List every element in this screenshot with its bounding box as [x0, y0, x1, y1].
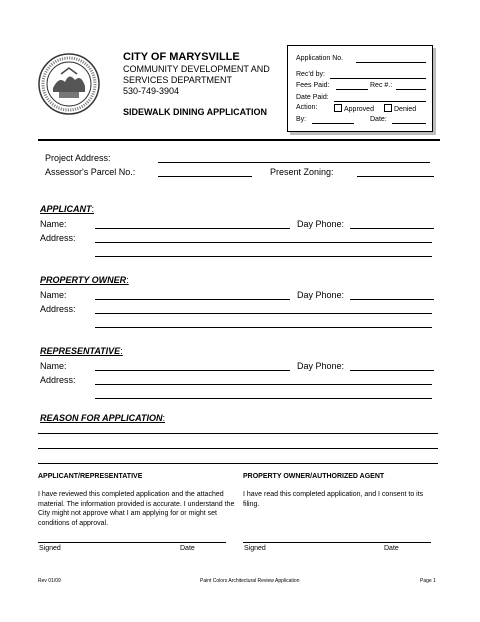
reason-heading: REASON FOR APPLICATION: [40, 413, 166, 423]
applicant-heading: APPLICANT: [40, 204, 95, 214]
office-date-field[interactable] [392, 123, 426, 124]
owner-signature-title: PROPERTY OWNER/AUTHORIZED AGENT [243, 473, 385, 480]
fees-paid-label: Fees Paid: [296, 82, 330, 89]
representative-phone-label: Day Phone: [297, 361, 345, 371]
header-divider [38, 139, 440, 141]
applicant-phone-field[interactable] [350, 228, 434, 229]
parcel-no-field[interactable] [158, 176, 252, 177]
department-line-1: COMMUNITY DEVELOPMENT AND [123, 64, 270, 74]
recd-by-label: Rec'd by: [296, 71, 325, 78]
owner-date-label: Date [384, 545, 399, 552]
fees-paid-field[interactable] [336, 89, 368, 90]
date-paid-field[interactable] [334, 101, 426, 102]
owner-address-field-1[interactable] [95, 313, 432, 314]
owner-name-field[interactable] [95, 299, 290, 300]
owner-name-label: Name: [40, 290, 67, 300]
owner-address-label: Address: [40, 304, 76, 314]
action-label: Action: [296, 104, 318, 111]
denied-option[interactable] [384, 104, 416, 113]
representative-title: REPRESENTATIVE [40, 346, 121, 356]
reason-title: REASON FOR APPLICATION [40, 413, 163, 423]
representative-address-field-2[interactable] [95, 398, 432, 399]
representative-heading: REPRESENTATIVE: [40, 346, 123, 356]
recd-by-field[interactable] [330, 78, 426, 79]
applicant-signed-label: Signed [39, 545, 61, 552]
reason-field-2[interactable] [38, 448, 438, 449]
applicant-address-field-1[interactable] [95, 242, 432, 243]
by-label: By: [296, 116, 307, 123]
project-address-field[interactable] [158, 162, 430, 163]
present-zoning-label: Present Zoning: [270, 167, 334, 177]
applicant-name-field[interactable] [95, 228, 290, 229]
project-address-label: Project Address: [45, 153, 111, 163]
approved-option[interactable] [334, 104, 374, 113]
representative-phone-field[interactable] [350, 370, 434, 371]
date-paid-label: Date Paid: [296, 94, 329, 101]
owner-signed-label: Signed [244, 545, 266, 552]
owner-phone-field[interactable] [350, 299, 434, 300]
office-date-label: Date: [370, 116, 387, 123]
city-seal-logo [37, 52, 101, 116]
owner-phone-label: Day Phone: [297, 290, 345, 300]
applicant-signature-line[interactable] [38, 542, 226, 543]
applicant-title: APPLICANT [40, 204, 92, 214]
department-line-2: SERVICES DEPARTMENT [123, 75, 233, 85]
applicant-signature-title: APPLICANT/REPRESENTATIVE [38, 473, 143, 480]
applicant-address-field-2[interactable] [95, 256, 432, 257]
owner-address-field-2[interactable] [95, 327, 432, 328]
reason-field-3[interactable] [38, 463, 438, 464]
rec-no-label: Rec #.: [370, 82, 393, 89]
representative-address-field-1[interactable] [95, 384, 432, 385]
application-no-field[interactable] [356, 62, 426, 63]
owner-heading: PROPERTY OWNER: [40, 275, 129, 285]
by-field[interactable] [312, 123, 354, 124]
revision-label: Rev 01/09 [38, 578, 61, 584]
representative-address-label: Address: [40, 375, 76, 385]
parcel-no-label: Assessor's Parcel No.: [45, 167, 136, 177]
denied-checkbox[interactable] [384, 104, 392, 112]
department-phone: 530-749-3904 [123, 86, 180, 96]
applicant-name-label: Name: [40, 219, 67, 229]
representative-name-field[interactable] [95, 370, 290, 371]
application-no-label: Application No. [296, 55, 344, 62]
owner-signature-line[interactable] [243, 542, 431, 543]
reason-field-1[interactable] [38, 433, 438, 434]
owner-statement: I have read this completed application, and I consent to its filing. [243, 491, 424, 508]
city-name: CITY OF MARYSVILLE [123, 51, 240, 63]
footer-center-text: Paint Colors Architectural Review Application [200, 578, 300, 584]
office-use-box [287, 45, 433, 132]
representative-name-label: Name: [40, 361, 67, 371]
denied-label: Denied [394, 106, 417, 113]
applicant-phone-label: Day Phone: [297, 219, 345, 229]
approved-checkbox[interactable] [334, 104, 342, 112]
applicant-statement: I have reviewed this completed application and the attached material. The information provided is accurate. I understand the City might not approve what I am applying for or might set conditions of approval. [38, 491, 235, 527]
rec-no-field[interactable] [396, 89, 426, 90]
present-zoning-field[interactable] [357, 176, 434, 177]
owner-title: PROPERTY OWNER [40, 275, 127, 285]
form-title: SIDEWALK DINING APPLICATION [123, 107, 267, 117]
page-number: Page 1 [420, 578, 436, 584]
approved-label: Approved [344, 106, 374, 113]
applicant-date-label: Date [180, 545, 195, 552]
applicant-address-label: Address: [40, 233, 76, 243]
